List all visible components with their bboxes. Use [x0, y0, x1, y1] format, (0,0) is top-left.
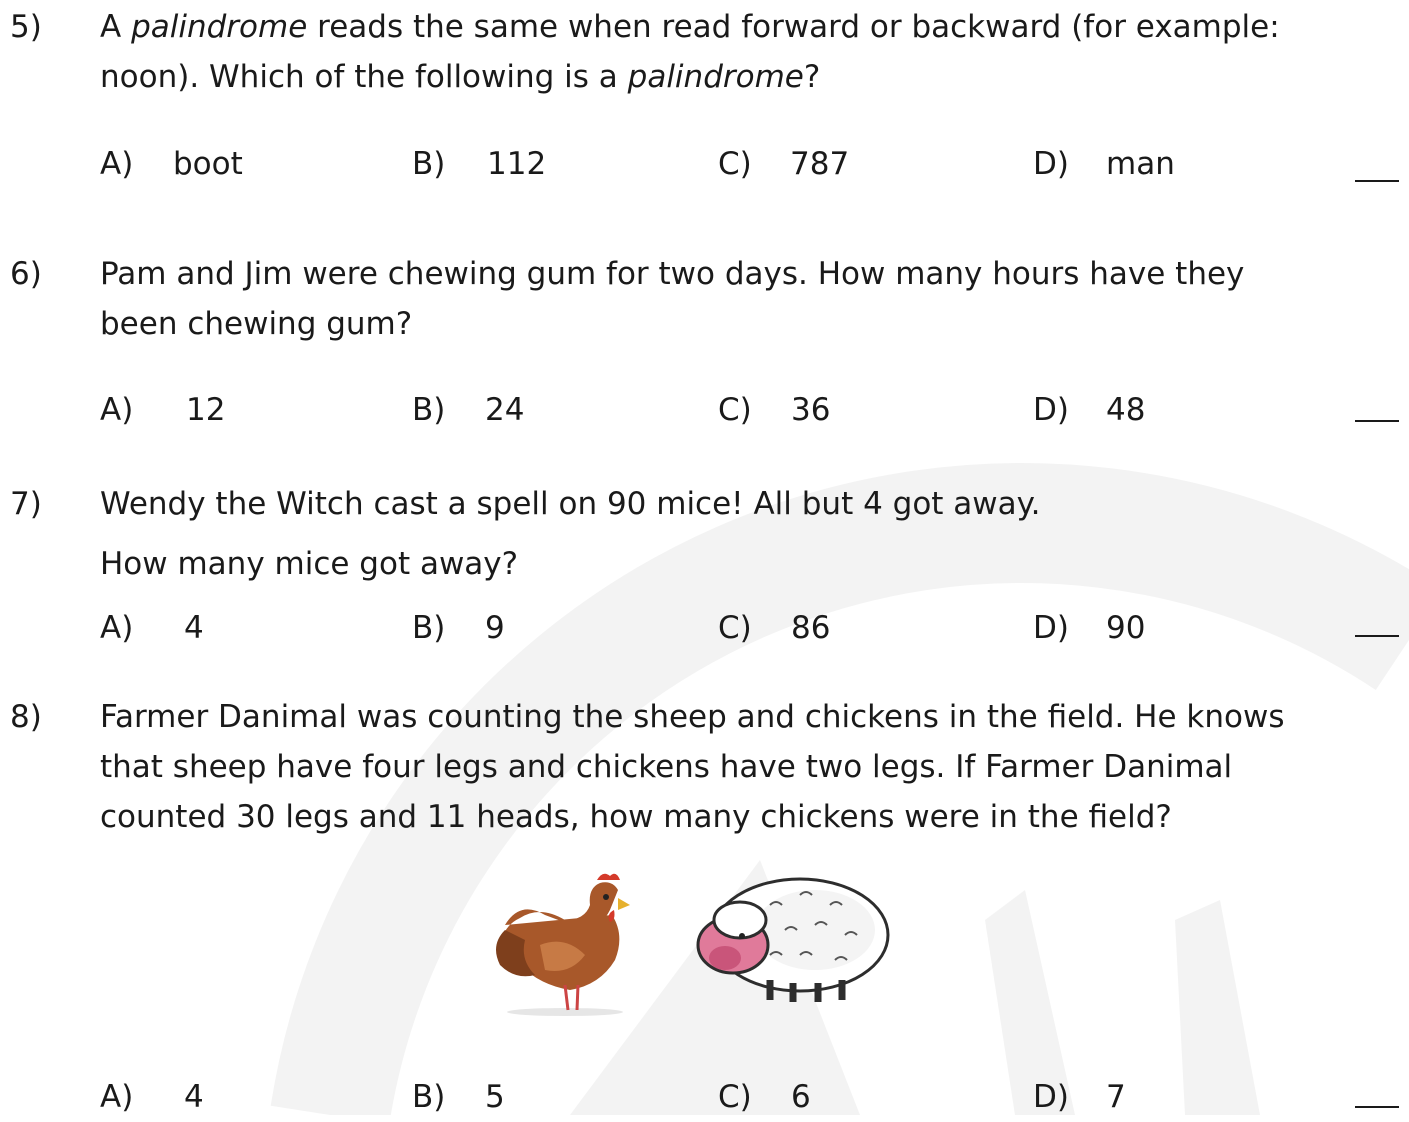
choice-letter: A): [100, 610, 134, 646]
question-number: 6): [10, 256, 42, 292]
choice-letter: A): [100, 146, 134, 182]
choice-letter: D): [1033, 392, 1069, 428]
question-number: 5): [10, 9, 42, 45]
choice-value: 90: [1106, 610, 1146, 646]
question-text-italic: palindrome: [627, 59, 804, 95]
choice-value: 4: [184, 1079, 204, 1115]
choice-letter: A): [100, 1079, 134, 1115]
question-text-part: A: [100, 9, 132, 45]
choice-value: man: [1106, 146, 1175, 182]
choice-value: 48: [1106, 392, 1146, 428]
choice-value: 7: [1106, 1079, 1126, 1115]
choice-letter: C): [718, 610, 752, 646]
question-text-part: reads the same when read forward or backward (for example: noon). Which of the following is a: [100, 9, 1280, 95]
choice-value: 24: [485, 392, 525, 428]
choice-letter: B): [412, 1079, 446, 1115]
question-text: [100, 2, 1330, 102]
question-text: Pam and Jim were chewing gum for two days. How many hours have they been chewing gum?: [100, 256, 1245, 342]
question-text-italic: palindrome: [131, 9, 308, 45]
answer-choices-5: [0, 139, 1409, 189]
choice-letter: B): [412, 146, 446, 182]
choice-value: 36: [791, 392, 831, 428]
answer-choices-6: [0, 385, 1409, 435]
question-text: [100, 474, 1330, 594]
choice-value: 112: [487, 146, 547, 182]
choice-letter: D): [1033, 610, 1069, 646]
choice-value: 787: [790, 146, 850, 182]
choice-value: boot: [173, 146, 243, 182]
answer-blank-6[interactable]: [1355, 420, 1399, 422]
choice-value: 9: [485, 610, 505, 646]
question-text-part: ?: [803, 59, 821, 95]
choice-value: 86: [791, 610, 831, 646]
question-number: 8): [10, 699, 42, 735]
question-text-line: How many mice got away?: [100, 546, 519, 582]
choice-letter: A): [100, 392, 134, 428]
choice-letter: C): [718, 146, 752, 182]
answer-choices-7: [0, 603, 1409, 653]
answer-blank-7[interactable]: [1355, 635, 1399, 637]
question-text-line: Wendy the Witch cast a spell on 90 mice! All but 4 got away.: [100, 486, 1041, 522]
choice-letter: C): [718, 392, 752, 428]
choice-value: 6: [791, 1079, 811, 1115]
question-number: 7): [10, 486, 42, 522]
choice-letter: B): [412, 392, 446, 428]
choice-letter: D): [1033, 146, 1069, 182]
choice-value: 5: [485, 1079, 505, 1115]
choice-value: 4: [184, 610, 204, 646]
choice-letter: D): [1033, 1079, 1069, 1115]
choice-letter: C): [718, 1079, 752, 1115]
choice-letter: B): [412, 610, 446, 646]
question-text: Farmer Danimal was counting the sheep and chickens in the field. He knows that sheep have four legs and chickens have two legs. If Farmer Danimal counted 30 legs and 11 heads, how many chickens were in the field?: [100, 699, 1285, 835]
choice-value: 12: [186, 392, 226, 428]
answer-blank-5[interactable]: [1355, 180, 1399, 182]
